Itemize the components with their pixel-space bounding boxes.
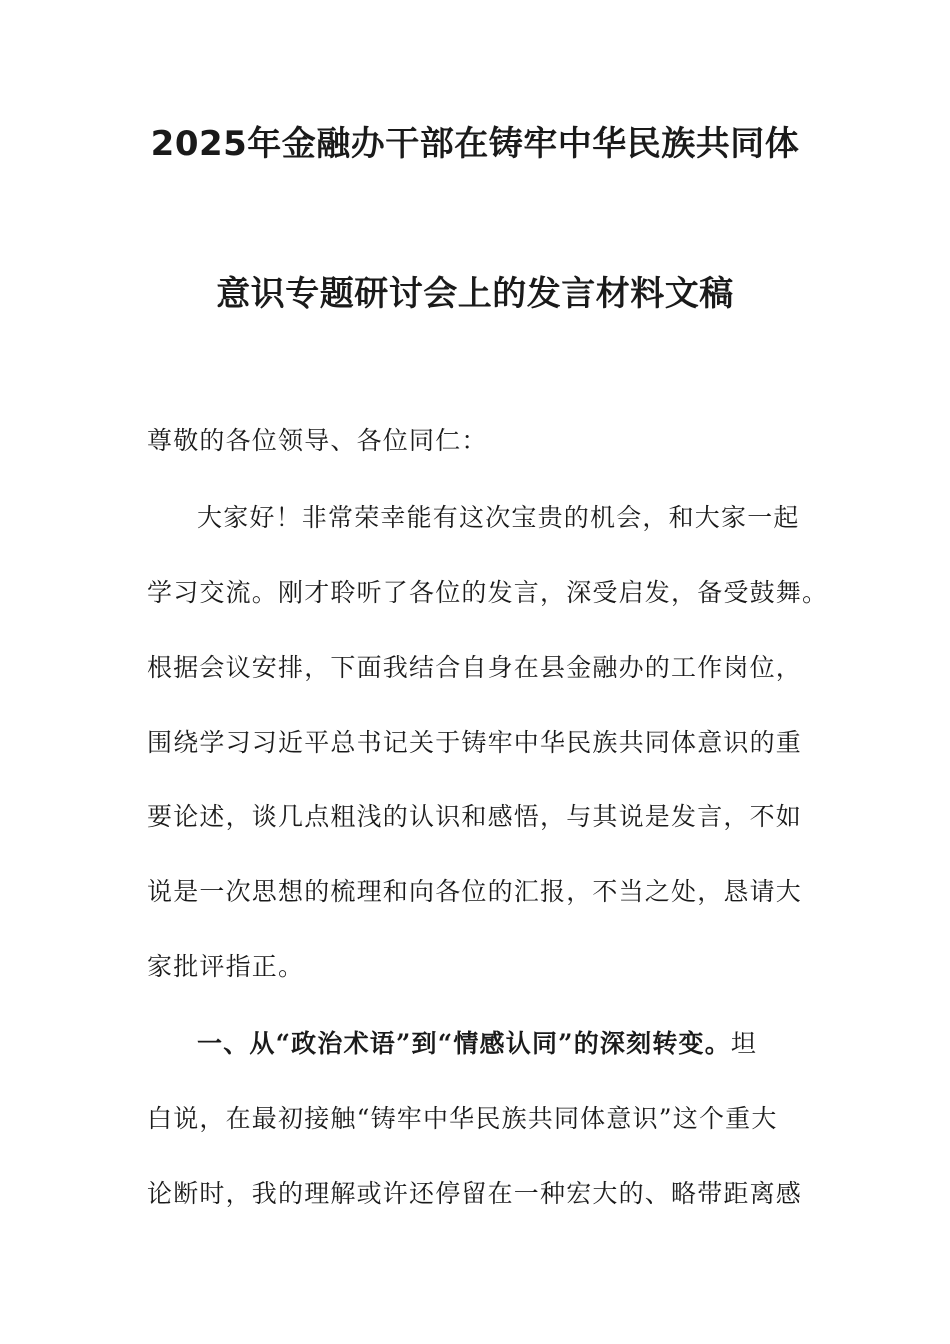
paragraph-1-line-4: 围绕学习习近平总书记关于铸牢中华民族共同体意识的重 [147, 728, 803, 757]
paragraph-1-line-7: 家批评指正。 [147, 952, 305, 981]
section-1-heading-line [197, 1028, 847, 1060]
paragraph-1-line-2: 学习交流。刚才聆听了各位的发言，深受启发，备受鼓舞。 [147, 578, 829, 607]
paragraph-1-line-1: 大家好！非常荣幸能有这次宝贵的机会，和大家一起 [197, 503, 800, 532]
section-1-line-2: 论断时，我的理解或许还停留在一种宏大的、略带距离感 [147, 1179, 803, 1208]
document-title-line-2: 意识专题研讨会上的发言材料文稿 [216, 274, 734, 314]
salutation: 尊敬的各位领导、各位同仁： [147, 426, 488, 455]
section-1-line-1: 白说，在最初接触“铸牢中华民族共同体意识”这个重大 [147, 1104, 778, 1133]
paragraph-1-line-3: 根据会议安排，下面我结合自身在县金融办的工作岗位， [147, 653, 803, 682]
paragraph-1-line-6: 说是一次思想的梳理和向各位的汇报，不当之处，恳请大 [147, 877, 803, 906]
paragraph-1-line-5: 要论述，谈几点粗浅的认识和感悟，与其说是发言，不如 [147, 802, 803, 831]
section-1-heading-tail: 坦 [730, 1029, 758, 1058]
section-1-heading: 一、从“政治术语”到“情感认同”的深刻转变。 [197, 1029, 731, 1058]
document-title-line-1: 2025年金融办干部在铸牢中华民族共同体 [150, 124, 800, 164]
